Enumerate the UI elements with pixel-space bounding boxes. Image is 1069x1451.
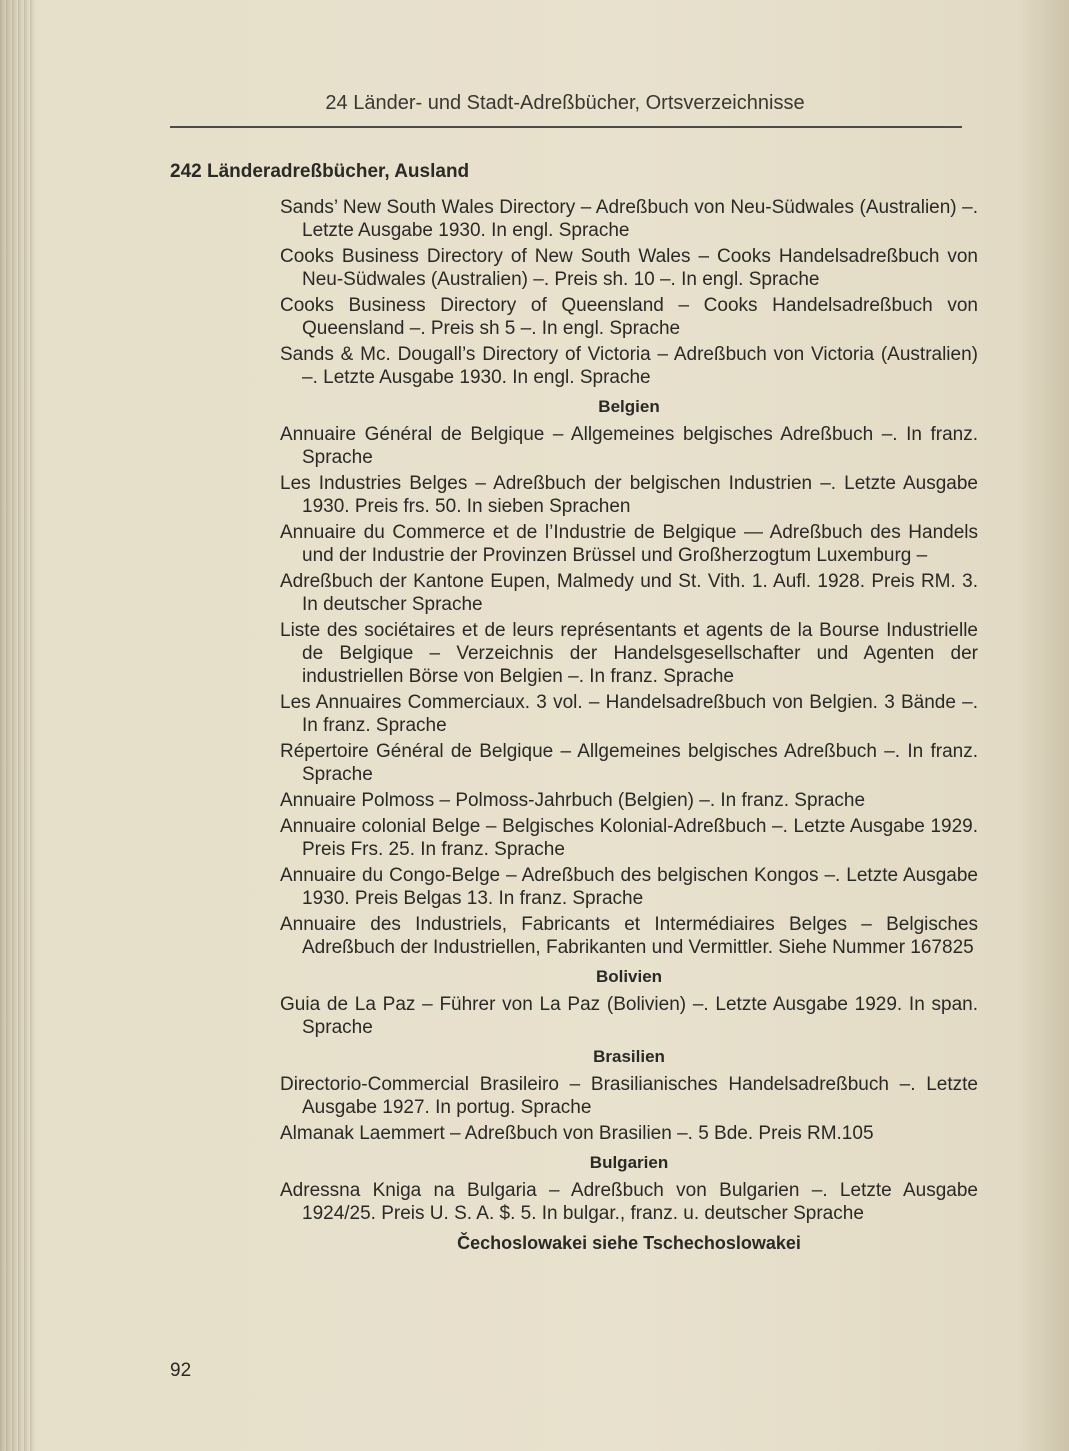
section-title: 242 Länderadreßbücher, Ausland: [170, 161, 470, 182]
list-item: Annuaire colonial Belge – Belgisches Kolonial-Adreßbuch –. Letzte Ausgabe 1929. Preis Frs. 25. In franz. Sprache: [280, 816, 978, 860]
country-heading-brasilien: Brasilien: [593, 1047, 665, 1066]
header-rule: [170, 126, 962, 128]
list-item: Adreßbuch der Kantone Eupen, Malmedy und St. Vith. 1. Aufl. 1928. Preis RM. 3. In deutscher Sprache: [280, 571, 978, 615]
running-head: 24 Länder- und Stadt-Adreßbücher, Ortsverzeichnisse: [325, 92, 805, 114]
list-item: Les Industries Belges – Adreßbuch der belgischen Industrien –. Letzte Ausgabe 1930. Preis frs. 50. In sieben Sprachen: [280, 473, 978, 517]
list-item: Annuaire Général de Belgique – Allgemeines belgisches Adreßbuch –. In franz. Sprache: [280, 424, 978, 468]
list-item: Annuaire du Congo-Belge – Adreßbuch des belgischen Kongos –. Letzte Ausgabe 1930. Preis Belgas 13. In franz. Sprache: [280, 865, 978, 909]
list-item: Annuaire du Commerce et de l’Industrie de Belgique — Adreßbuch des Handels und der Industrie der Provinzen Brüssel und Großherzogtum Luxemburg –: [280, 522, 978, 566]
list-item: Almanak Laemmert – Adreßbuch von Brasilien –. 5 Bde. Preis RM.105: [280, 1123, 874, 1144]
country-heading-bulgarien: Bulgarien: [589, 1153, 669, 1172]
page-number: 92: [170, 1360, 192, 1381]
list-item: Directorio-Commercial Brasileiro – Brasilianisches Handelsadreßbuch –. Letzte Ausgabe 1927. In portug. Sprache: [280, 1074, 978, 1118]
list-item: Annuaire des Industriels, Fabricants et Intermédiaires Belges – Belgisches Adreßbuch der Industriellen, Fabrikanten und Vermittler. Siehe Nummer 167825: [280, 914, 978, 958]
book-spine-shadow: [0, 0, 36, 1451]
list-item: Répertoire Général de Belgique – Allgemeines belgisches Adreßbuch –. In franz. Sprache: [280, 741, 978, 785]
list-item: Liste des sociétaires et de leurs représentants et agents de la Bourse Industrielle de Belgique – Verzeichnis der Handelsgesellschafter und Agenten der industriellen Börse von Belgien –. In franz. Sprache: [280, 620, 978, 687]
country-heading-bolivien: Bolivien: [595, 967, 663, 986]
cross-reference: Čechoslowakei siehe Tschechoslowakei: [457, 1233, 801, 1253]
list-item: Adressna Kniga na Bulgaria – Adreßbuch von Bulgarien –. Letzte Ausgabe 1924/25. Preis U. S. A. $. 5. In bulgar., franz. u. deutscher Sprache: [280, 1180, 978, 1224]
list-item: Cooks Business Directory of Queensland – Cooks Handelsadreßbuch von Queensland –. Preis sh 5 –. In engl. Sprache: [280, 295, 978, 339]
list-item: Sands’ New South Wales Directory – Adreßbuch von Neu-Südwales (Australien) –. Letzte Ausgabe 1930. In engl. Sprache: [280, 197, 978, 241]
list-item: Les Annuaires Commerciaux. 3 vol. – Handelsadreßbuch von Belgien. 3 Bände –. In franz. Sprache: [280, 692, 978, 736]
country-heading-belgien: Belgien: [598, 397, 660, 416]
list-item: Guia de La Paz – Führer von La Paz (Bolivien) –. Letzte Ausgabe 1929. In span. Sprache: [280, 994, 978, 1038]
entries-column: [280, 196, 978, 1254]
list-item: Sands & Mc. Dougall’s Directory of Victoria – Adreßbuch von Victoria (Australien) –. Letzte Ausgabe 1930. In engl. Sprache: [280, 344, 978, 388]
list-item: Annuaire Polmoss – Polmoss-Jahrbuch (Belgien) –. In franz. Sprache: [280, 790, 866, 811]
list-item: Cooks Business Directory of New South Wales – Cooks Handelsadreßbuch von Neu-Südwales (Australien) –. Preis sh. 10 –. In engl. Sprache: [280, 246, 978, 290]
